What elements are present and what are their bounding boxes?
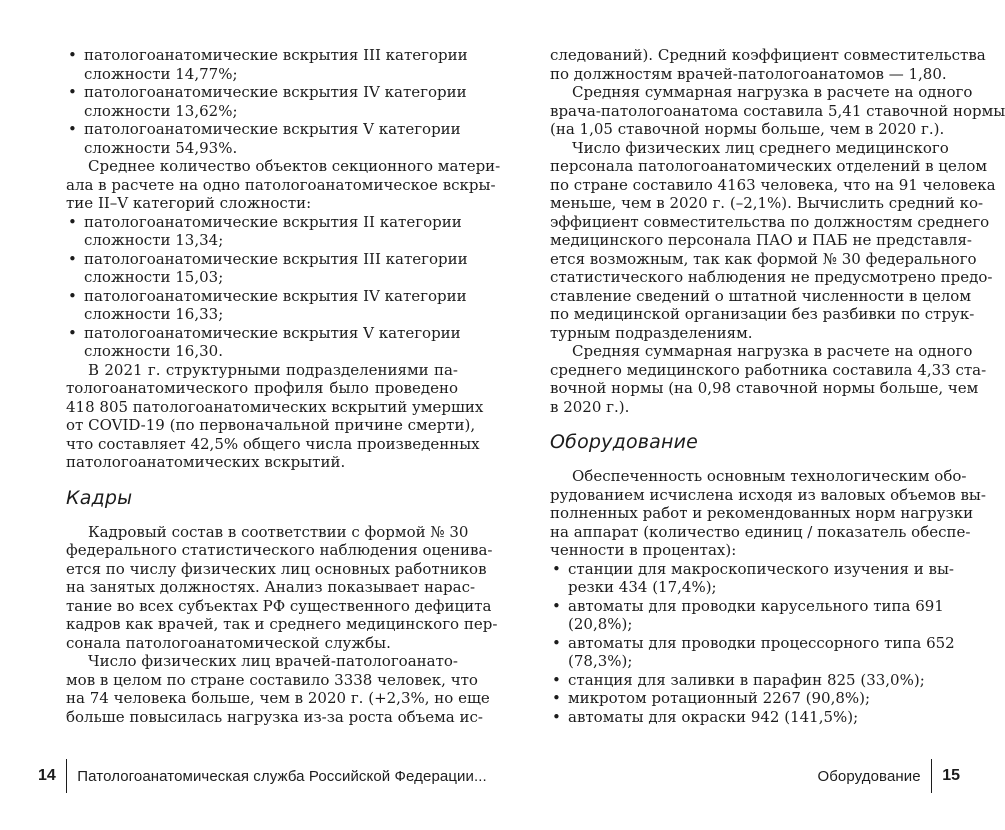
text-line: ала в расчете на одно патологоанатомическое вскры-: [66, 175, 496, 194]
text-line: тие II–V категорий сложности:: [66, 194, 312, 212]
text-line: по должностям врачей-патологоанатомов — 1,80.: [550, 64, 947, 83]
text-line: среднего медицинского работника составила 4,33 ста-: [550, 360, 987, 379]
text-line: ставление сведений о штатной численности в целом: [550, 286, 971, 305]
bullet-line: • автоматы для проводки процессорного типа 652: [550, 634, 940, 653]
text-line: ченности в процентах):: [550, 541, 737, 559]
text-line: в 2020 г.).: [550, 397, 630, 416]
text-line: кадров как врачей, так и среднего медицинского пер-: [66, 615, 498, 633]
text-line: Число физических лиц среднего медицинского: [572, 138, 949, 157]
section-heading: Кадры: [66, 486, 133, 509]
text-line: Число физических лиц врачей-патологоанато-: [88, 652, 458, 670]
text-line: по стране составило 4163 человека, что на 91 человека: [550, 175, 996, 194]
text-line: Среднее количество объектов секционного матери-: [88, 157, 501, 175]
bullet-line: • патологоанатомические вскрытия IV категории: [66, 83, 458, 102]
text-line: тание во всех субъектах РФ существенного дефицита: [66, 596, 492, 615]
bullet-line: (78,3%);: [568, 652, 633, 670]
text-line: на 74 человека больше, чем в 2020 г. (+2,3%, но еще: [66, 689, 490, 707]
bullet-line: сложности 13,62%;: [84, 101, 238, 120]
text-line: турным подразделениям.: [550, 323, 753, 342]
bullet-line: сложности 54,93%.: [84, 138, 238, 157]
text-line: (на 1,05 ставочной нормы больше, чем в 2020 г.).: [550, 120, 945, 138]
right-page-text: [550, 46, 1005, 726]
bullet-line: • патологоанатомические вскрытия V категории: [66, 120, 458, 139]
right-footer: [817, 756, 960, 796]
text-line: полненных работ и рекомендованных норм нагрузки: [550, 504, 974, 522]
footer-divider: [66, 759, 68, 793]
bullet-line: резки 434 (17,4%);: [568, 578, 717, 596]
bullet-line: • патологоанатомические вскрытия V категории: [66, 324, 458, 343]
bullet-line: сложности 16,33;: [84, 305, 224, 323]
bullet-line: • патологоанатомические вскрытия III категории: [66, 46, 458, 65]
text-line: эффициент совместительства по должностям среднего: [550, 212, 990, 231]
text-line: по медицинской организации без разбивки по струк-: [550, 305, 975, 323]
text-line: сонала патологоанатомической службы.: [66, 633, 391, 652]
text-line: мов в целом по стране составило 3338 человек, что: [66, 670, 478, 689]
text-line: от COVID-19 (по первоначальной причине смерти),: [66, 416, 476, 434]
text-line: статистического наблюдения не предусмотрено предо-: [550, 268, 993, 286]
running-title: Оборудование: [817, 767, 921, 785]
text-line: Средняя суммарная нагрузка в расчете на одного: [572, 83, 973, 101]
page-number: 15: [942, 767, 960, 784]
text-line: на аппарат (количество единиц / показатель обеспе-: [550, 522, 971, 541]
text-line: Обеспеченность основным технологическим обо-: [572, 467, 967, 485]
bullet-line: сложности 14,77%;: [84, 64, 238, 83]
running-title: Патологоанатомическая служба Российской Федерации...: [77, 767, 487, 785]
text-line: вочной нормы (на 0,98 ставочной нормы больше, чем: [550, 379, 979, 397]
bullet-line: • станция для заливки в парафин 825 (33,0%);: [550, 671, 940, 690]
text-line: на занятых должностях. Анализ показывает нарас-: [66, 578, 476, 596]
bullet-line: сложности 13,34;: [84, 231, 224, 249]
text-line: рудованием исчислена исходя из валовых объемов вы-: [550, 485, 986, 504]
text-line: патологоанатомических вскрытий.: [66, 453, 346, 471]
text-line: федерального статистического наблюдения оценива-: [66, 541, 493, 559]
bullet-line: • автоматы для проводки карусельного типа 691: [550, 597, 940, 616]
text-line: ется возможным, так как формой № 30 федерального: [550, 249, 977, 268]
text-line: медицинского персонала ПАО и ПАБ не представля-: [550, 231, 972, 249]
bullet-line: сложности 15,03;: [84, 268, 224, 286]
text-line: больше повысилась нагрузка из-за роста объема ис-: [66, 707, 483, 726]
bullet-line: • автоматы для окраски 942 (141,5%);: [550, 708, 940, 727]
text-line: персонала патологоанатомических отделений в целом: [550, 157, 988, 175]
text-line: ется по числу физических лиц основных работников: [66, 559, 487, 578]
footer-divider: [931, 759, 933, 793]
text-line: меньше, чем в 2020 г. (–2,1%). Вычислить средний ко-: [550, 194, 984, 212]
bullet-line: • патологоанатомические вскрытия III категории: [66, 250, 458, 269]
text-line: В 2021 г. структурными подразделениями па-: [88, 360, 458, 379]
bullet-line: • патологоанатомические вскрытия IV категории: [66, 287, 458, 306]
bullet-line: • патологоанатомические вскрытия II категории: [66, 213, 458, 232]
bullet-line: • станции для макроскопического изучения и вы-: [550, 560, 940, 579]
left-footer: [38, 756, 487, 796]
text-line: что составляет 42,5% общего числа произведенных: [66, 434, 480, 453]
bullet-line: (20,8%);: [568, 615, 633, 633]
text-line: Средняя суммарная нагрузка в расчете на одного: [572, 342, 973, 360]
section-heading: Оборудование: [550, 431, 699, 453]
page-number: 14: [38, 767, 56, 784]
text-line: тологоанатомического профиля было проведено: [66, 379, 458, 397]
text-line: 418 805 патологоанатомических вскрытий умерших: [66, 397, 484, 416]
left-page-text: [66, 46, 501, 726]
text-line: Кадровый состав в соответствии с формой № 30: [88, 522, 469, 541]
text-line: следований). Средний коэффициент совместительства: [550, 46, 986, 64]
bullet-line: сложности 16,30.: [84, 342, 223, 360]
bullet-line: • микротом ротационный 2267 (90,8%);: [550, 689, 940, 708]
text-line: врача-патологоанатома составила 5,41 ставочной нормы: [550, 101, 1005, 120]
